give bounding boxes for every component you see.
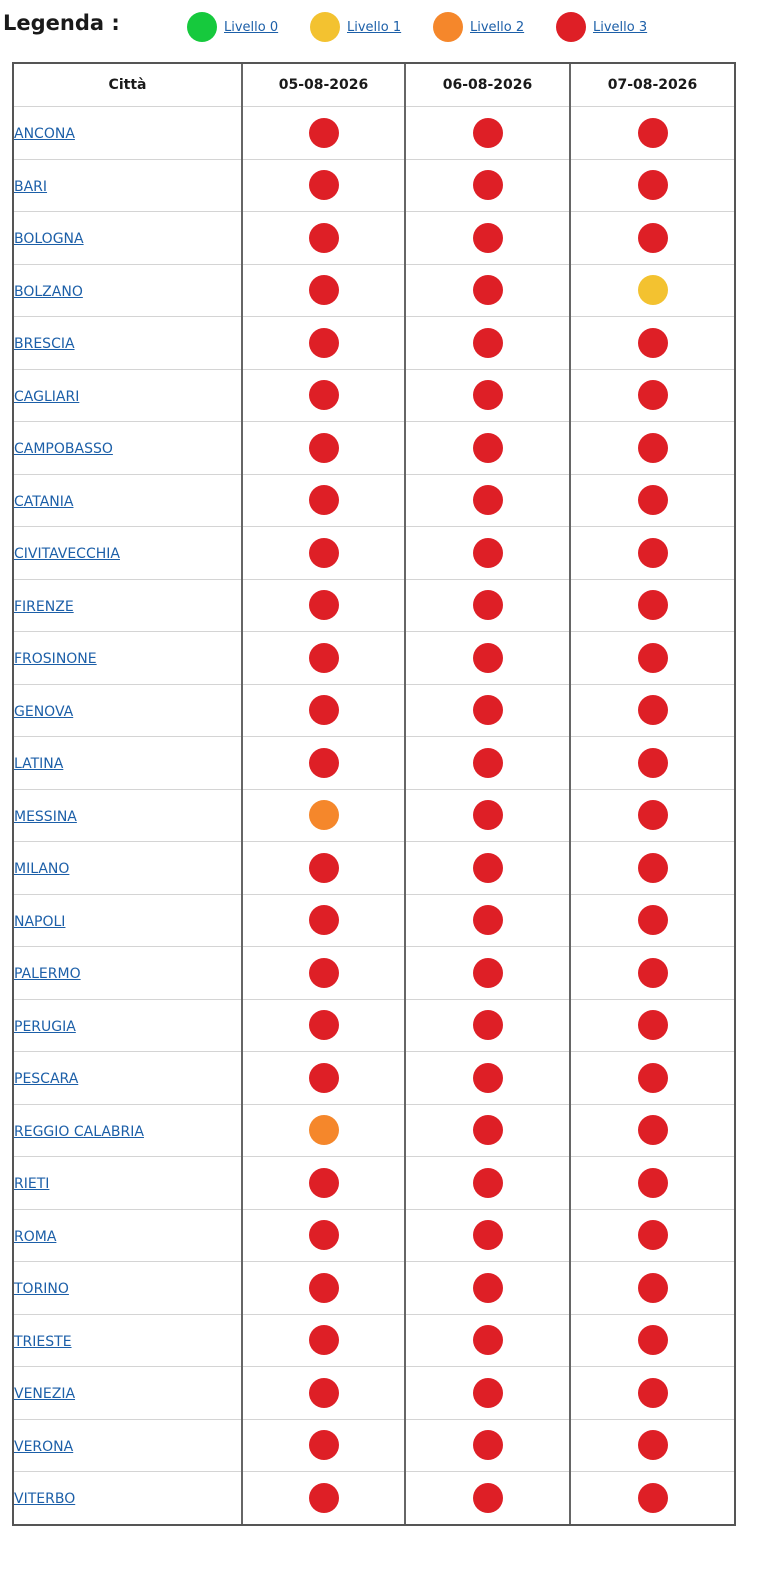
legend-item-level-3 <box>556 12 647 42</box>
level-cell-date-2 <box>405 369 570 422</box>
level-1-circle-icon <box>638 275 668 305</box>
legend-item-level-1 <box>310 12 401 42</box>
level-3-circle-icon <box>638 695 668 725</box>
city-cell <box>13 1209 242 1262</box>
header-date-3: 07-08-2026 <box>570 63 735 107</box>
level-3-circle-icon <box>638 1430 668 1460</box>
city-cell <box>13 317 242 370</box>
city-link[interactable]: PALERMO <box>14 966 81 983</box>
level-3-circle-icon <box>473 328 503 358</box>
city-link[interactable]: ROMA <box>14 1228 57 1245</box>
table-row <box>13 1419 735 1472</box>
city-cell <box>13 107 242 160</box>
city-link[interactable]: BARI <box>14 178 48 195</box>
level-cell-date-2 <box>405 1262 570 1315</box>
level-cell-date-1 <box>242 632 405 685</box>
city-link[interactable]: TRIESTE <box>14 1333 72 1350</box>
level-cell-date-3 <box>570 1472 735 1525</box>
level-cell-date-1 <box>242 1157 405 1210</box>
level-cell-date-1 <box>242 317 405 370</box>
level-3-circle-icon <box>309 958 339 988</box>
legend-item-level-2 <box>433 12 524 42</box>
level-3-circle-icon <box>309 538 339 568</box>
table-row <box>13 737 735 790</box>
level-3-circle-icon <box>638 538 668 568</box>
level-3-circle-icon <box>638 958 668 988</box>
city-cell <box>13 1104 242 1157</box>
city-cell <box>13 842 242 895</box>
legend-link-level-1[interactable]: Livello 1 <box>347 19 402 35</box>
table-row <box>13 947 735 1000</box>
level-3-circle-icon <box>309 1325 339 1355</box>
city-link[interactable]: VERONA <box>14 1438 74 1455</box>
table-row <box>13 527 735 580</box>
level-3-circle-icon <box>473 275 503 305</box>
level-cell-date-3 <box>570 1209 735 1262</box>
level-cell-date-2 <box>405 1209 570 1262</box>
legend-link-level-0[interactable]: Livello 0 <box>224 19 279 35</box>
level-3-circle-icon <box>473 1483 503 1513</box>
city-link[interactable]: CAGLIARI <box>14 388 80 405</box>
level-3-circle-icon <box>473 695 503 725</box>
city-cell <box>13 264 242 317</box>
level-3-circle-icon <box>473 590 503 620</box>
level-cell-date-2 <box>405 1419 570 1472</box>
level-cell-date-2 <box>405 947 570 1000</box>
city-link[interactable]: CIVITAVECCHIA <box>14 546 120 563</box>
level-3-circle-icon <box>638 643 668 673</box>
level-3-circle-icon <box>473 433 503 463</box>
city-link[interactable]: CAMPOBASSO <box>14 441 113 458</box>
level-3-circle-icon <box>309 1220 339 1250</box>
level-3-circle-icon <box>473 1168 503 1198</box>
city-cell <box>13 947 242 1000</box>
level-3-circle-icon <box>638 590 668 620</box>
level-cell-date-1 <box>242 1419 405 1472</box>
level-3-circle-icon <box>309 1430 339 1460</box>
city-link[interactable]: BOLZANO <box>14 283 83 300</box>
level-3-circle-icon <box>638 1220 668 1250</box>
level-cell-date-3 <box>570 1314 735 1367</box>
level-3-circle-icon <box>473 538 503 568</box>
level-cell-date-1 <box>242 474 405 527</box>
orange-circle-icon <box>433 12 463 42</box>
city-link[interactable]: PESCARA <box>14 1071 79 1088</box>
level-cell-date-2 <box>405 632 570 685</box>
level-2-circle-icon <box>309 1115 339 1145</box>
level-cell-date-1 <box>242 842 405 895</box>
level-cell-date-3 <box>570 212 735 265</box>
city-link[interactable]: MESSINA <box>14 808 77 825</box>
level-3-circle-icon <box>638 853 668 883</box>
level-cell-date-3 <box>570 422 735 475</box>
level-3-circle-icon <box>309 485 339 515</box>
city-cell <box>13 1157 242 1210</box>
city-cell <box>13 632 242 685</box>
level-cell-date-2 <box>405 894 570 947</box>
level-3-circle-icon <box>473 1325 503 1355</box>
level-cell-date-3 <box>570 737 735 790</box>
level-3-circle-icon <box>309 170 339 200</box>
level-cell-date-3 <box>570 789 735 842</box>
level-3-circle-icon <box>309 748 339 778</box>
level-cell-date-1 <box>242 1052 405 1105</box>
table-row <box>13 317 735 370</box>
city-cell <box>13 369 242 422</box>
level-cell-date-3 <box>570 474 735 527</box>
level-cell-date-1 <box>242 1104 405 1157</box>
city-cell <box>13 999 242 1052</box>
table-row <box>13 1472 735 1525</box>
city-link[interactable]: NAPOLI <box>14 913 66 930</box>
level-cell-date-1 <box>242 999 405 1052</box>
level-3-circle-icon <box>473 1273 503 1303</box>
city-link[interactable]: VITERBO <box>14 1491 76 1508</box>
table-row <box>13 422 735 475</box>
level-cell-date-1 <box>242 264 405 317</box>
level-3-circle-icon <box>309 1010 339 1040</box>
level-cell-date-2 <box>405 579 570 632</box>
level-cell-date-2 <box>405 1052 570 1105</box>
level-cell-date-3 <box>570 1052 735 1105</box>
level-cell-date-2 <box>405 1157 570 1210</box>
city-link[interactable]: RIETI <box>14 1176 50 1193</box>
level-cell-date-1 <box>242 1262 405 1315</box>
level-cell-date-2 <box>405 1314 570 1367</box>
level-cell-date-1 <box>242 369 405 422</box>
level-cell-date-1 <box>242 1367 405 1420</box>
level-3-circle-icon <box>638 433 668 463</box>
level-cell-date-3 <box>570 947 735 1000</box>
level-3-circle-icon <box>473 1010 503 1040</box>
level-3-circle-icon <box>638 1325 668 1355</box>
level-3-circle-icon <box>309 275 339 305</box>
level-cell-date-2 <box>405 107 570 160</box>
level-3-circle-icon <box>473 485 503 515</box>
city-link[interactable]: FROSINONE <box>14 651 97 668</box>
city-link[interactable]: REGGIO CALABRIA <box>14 1123 144 1140</box>
legend <box>0 0 767 52</box>
level-3-circle-icon <box>309 695 339 725</box>
level-3-circle-icon <box>473 643 503 673</box>
level-cell-date-2 <box>405 317 570 370</box>
level-cell-date-3 <box>570 107 735 160</box>
level-3-circle-icon <box>309 1378 339 1408</box>
table-row <box>13 999 735 1052</box>
table-row <box>13 1367 735 1420</box>
level-3-circle-icon <box>309 433 339 463</box>
level-3-circle-icon <box>638 1273 668 1303</box>
level-cell-date-1 <box>242 422 405 475</box>
level-cell-date-1 <box>242 1314 405 1367</box>
level-cell-date-2 <box>405 474 570 527</box>
level-cell-date-2 <box>405 684 570 737</box>
city-link[interactable]: MILANO <box>14 861 70 878</box>
level-3-circle-icon <box>638 1168 668 1198</box>
level-3-circle-icon <box>473 380 503 410</box>
heat-alert-table <box>12 62 736 1526</box>
level-3-circle-icon <box>638 118 668 148</box>
level-cell-date-2 <box>405 159 570 212</box>
level-3-circle-icon <box>638 748 668 778</box>
table-row <box>13 159 735 212</box>
level-cell-date-3 <box>570 632 735 685</box>
level-3-circle-icon <box>309 1168 339 1198</box>
level-3-circle-icon <box>309 905 339 935</box>
level-cell-date-3 <box>570 527 735 580</box>
level-3-circle-icon <box>473 118 503 148</box>
level-3-circle-icon <box>309 1483 339 1513</box>
red-circle-icon <box>556 12 586 42</box>
level-3-circle-icon <box>473 853 503 883</box>
table-row <box>13 842 735 895</box>
level-3-circle-icon <box>638 170 668 200</box>
city-link[interactable]: LATINA <box>14 756 64 773</box>
level-cell-date-2 <box>405 1104 570 1157</box>
level-cell-date-1 <box>242 947 405 1000</box>
legend-item-level-0 <box>187 12 278 42</box>
city-cell <box>13 159 242 212</box>
table-row <box>13 1104 735 1157</box>
level-3-circle-icon <box>638 1378 668 1408</box>
level-cell-date-1 <box>242 894 405 947</box>
city-link[interactable]: FIRENZE <box>14 598 74 615</box>
city-cell <box>13 684 242 737</box>
level-cell-date-1 <box>242 579 405 632</box>
table-row <box>13 474 735 527</box>
level-3-circle-icon <box>309 1063 339 1093</box>
level-3-circle-icon <box>473 1378 503 1408</box>
table-row <box>13 1262 735 1315</box>
level-cell-date-2 <box>405 1472 570 1525</box>
header-date-2: 06-08-2026 <box>405 63 570 107</box>
city-cell <box>13 527 242 580</box>
level-cell-date-3 <box>570 264 735 317</box>
level-cell-date-3 <box>570 369 735 422</box>
city-cell <box>13 1419 242 1472</box>
green-circle-icon <box>187 12 217 42</box>
level-cell-date-2 <box>405 999 570 1052</box>
city-link[interactable]: BRESCIA <box>14 336 75 353</box>
table-row <box>13 369 735 422</box>
city-cell <box>13 422 242 475</box>
level-cell-date-2 <box>405 264 570 317</box>
level-3-circle-icon <box>638 485 668 515</box>
table-row <box>13 632 735 685</box>
level-cell-date-1 <box>242 1472 405 1525</box>
level-3-circle-icon <box>473 223 503 253</box>
city-link[interactable]: CATANIA <box>14 493 74 510</box>
level-3-circle-icon <box>638 1115 668 1145</box>
level-3-circle-icon <box>309 853 339 883</box>
level-cell-date-3 <box>570 1419 735 1472</box>
level-cell-date-3 <box>570 1104 735 1157</box>
level-cell-date-3 <box>570 1157 735 1210</box>
city-link[interactable]: TORINO <box>14 1281 69 1298</box>
level-3-circle-icon <box>473 1220 503 1250</box>
level-cell-date-1 <box>242 212 405 265</box>
level-cell-date-3 <box>570 842 735 895</box>
table-body <box>13 107 735 1525</box>
table-row <box>13 894 735 947</box>
table-row <box>13 1314 735 1367</box>
level-cell-date-1 <box>242 684 405 737</box>
level-3-circle-icon <box>309 328 339 358</box>
level-3-circle-icon <box>309 380 339 410</box>
table-row <box>13 212 735 265</box>
level-cell-date-3 <box>570 1262 735 1315</box>
level-3-circle-icon <box>638 800 668 830</box>
level-cell-date-2 <box>405 527 570 580</box>
level-cell-date-2 <box>405 789 570 842</box>
level-3-circle-icon <box>638 1483 668 1513</box>
legend-link-level-3[interactable]: Livello 3 <box>593 19 648 35</box>
yellow-circle-icon <box>310 12 340 42</box>
level-3-circle-icon <box>473 1430 503 1460</box>
header-date-1: 05-08-2026 <box>242 63 405 107</box>
level-cell-date-1 <box>242 1209 405 1262</box>
level-cell-date-3 <box>570 159 735 212</box>
level-3-circle-icon <box>473 958 503 988</box>
level-2-circle-icon <box>309 800 339 830</box>
table-row <box>13 684 735 737</box>
city-cell <box>13 1262 242 1315</box>
level-cell-date-1 <box>242 107 405 160</box>
level-cell-date-3 <box>570 579 735 632</box>
legend-link-level-2[interactable]: Livello 2 <box>470 19 525 35</box>
city-link[interactable]: VENEZIA <box>14 1386 76 1403</box>
city-cell <box>13 212 242 265</box>
level-cell-date-1 <box>242 159 405 212</box>
level-cell-date-1 <box>242 737 405 790</box>
city-cell <box>13 789 242 842</box>
table-row <box>13 1209 735 1262</box>
level-cell-date-1 <box>242 789 405 842</box>
level-cell-date-3 <box>570 317 735 370</box>
level-cell-date-2 <box>405 1367 570 1420</box>
table-row <box>13 264 735 317</box>
level-3-circle-icon <box>309 223 339 253</box>
legend-title: Legenda : <box>3 11 120 35</box>
table-header <box>13 63 735 107</box>
level-3-circle-icon <box>638 905 668 935</box>
level-cell-date-3 <box>570 999 735 1052</box>
city-link[interactable]: ANCONA <box>14 126 75 143</box>
level-cell-date-3 <box>570 894 735 947</box>
level-3-circle-icon <box>638 328 668 358</box>
level-cell-date-2 <box>405 422 570 475</box>
table-row <box>13 579 735 632</box>
city-cell <box>13 474 242 527</box>
table-row <box>13 789 735 842</box>
header-city: Città <box>13 63 242 107</box>
table-row <box>13 107 735 160</box>
city-cell <box>13 737 242 790</box>
level-3-circle-icon <box>473 905 503 935</box>
level-3-circle-icon <box>638 1063 668 1093</box>
table-row <box>13 1157 735 1210</box>
level-3-circle-icon <box>309 118 339 148</box>
level-cell-date-2 <box>405 737 570 790</box>
level-3-circle-icon <box>473 170 503 200</box>
level-3-circle-icon <box>638 1010 668 1040</box>
header-row <box>13 63 735 107</box>
level-cell-date-2 <box>405 842 570 895</box>
level-cell-date-3 <box>570 684 735 737</box>
city-link[interactable]: GENOVA <box>14 703 74 720</box>
level-3-circle-icon <box>473 1063 503 1093</box>
city-cell <box>13 1472 242 1525</box>
city-cell <box>13 579 242 632</box>
level-3-circle-icon <box>309 1273 339 1303</box>
level-3-circle-icon <box>473 748 503 778</box>
city-cell <box>13 1052 242 1105</box>
level-3-circle-icon <box>473 1115 503 1145</box>
level-cell-date-3 <box>570 1367 735 1420</box>
table-row <box>13 1052 735 1105</box>
city-link[interactable]: BOLOGNA <box>14 231 84 248</box>
city-cell <box>13 1367 242 1420</box>
level-3-circle-icon <box>638 223 668 253</box>
level-cell-date-1 <box>242 527 405 580</box>
level-3-circle-icon <box>638 380 668 410</box>
city-cell <box>13 894 242 947</box>
level-3-circle-icon <box>473 800 503 830</box>
level-3-circle-icon <box>309 590 339 620</box>
city-cell <box>13 1314 242 1367</box>
level-3-circle-icon <box>309 643 339 673</box>
city-link[interactable]: PERUGIA <box>14 1018 76 1035</box>
level-cell-date-2 <box>405 212 570 265</box>
